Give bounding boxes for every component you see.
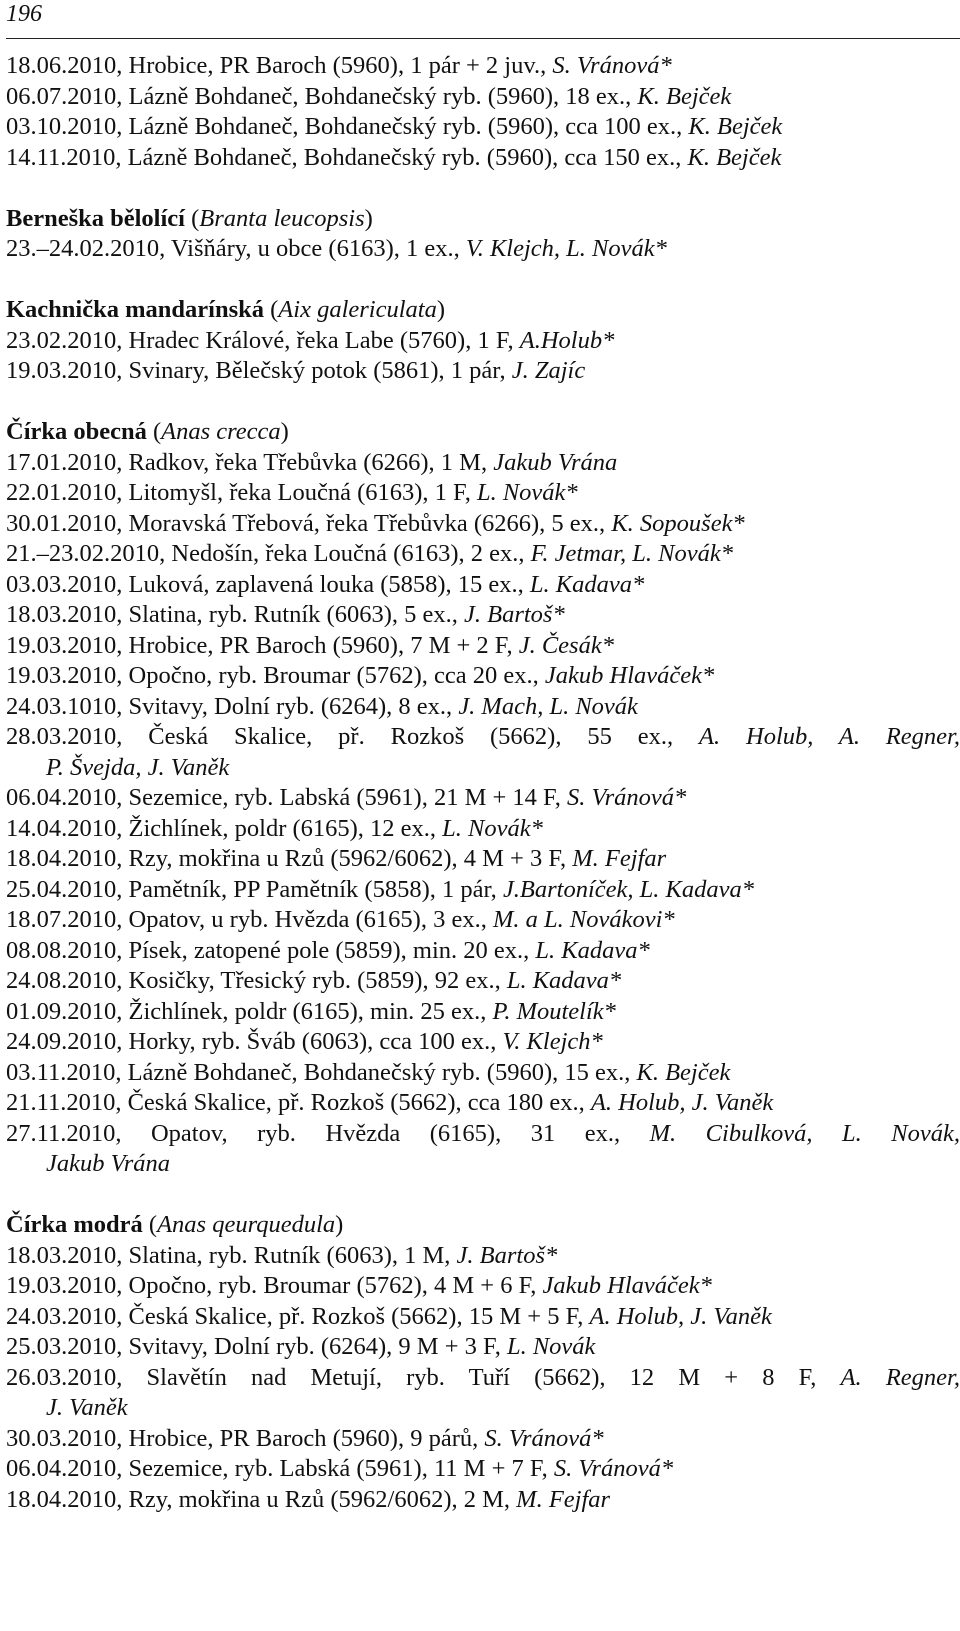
observer-name: A. Holub, J. Vaněk: [590, 1089, 774, 1116]
observation-record: [6, 997, 960, 1028]
record-details: 28.03.2010, Česká Skalice, př. Rozkoš (5662), 55 ex.,: [6, 723, 700, 750]
record-details: 19.03.2010, Svinary, Bělečský potok (5861), 1 pár,: [6, 357, 512, 384]
species-heading: Kachnička mandarínská (Aix galericulata): [6, 296, 446, 323]
record-details: 23.–24.02.2010, Višňáry, u obce (6163), 1 ex.,: [6, 235, 466, 262]
observer-name: A. Regner,: [840, 1363, 960, 1391]
observer-name: Jakub Hlaváček*: [542, 1272, 712, 1299]
species-common-name: Čírka obecná: [6, 418, 147, 445]
record-details: 18.07.2010, Opatov, u ryb. Hvězda (6165), 3 ex.,: [6, 906, 493, 933]
observation-record: [6, 448, 960, 479]
record-details: 27.11.2010, Opatov, ryb. Hvězda (6165), 31 ex.,: [6, 1119, 650, 1147]
record-details: 06.04.2010, Sezemice, ryb. Labská (5961), 11 M + 7 F,: [6, 1455, 554, 1482]
observation-record: [6, 753, 960, 784]
species-latin-name: Anas crecca: [161, 418, 281, 445]
observer-name: S. Vránová*: [484, 1424, 604, 1452]
record-details: 14.04.2010, Žichlínek, poldr (6165), 12 ex.,: [6, 814, 443, 842]
observer-name: Jakub Vrána: [46, 1150, 171, 1177]
observation-record: [6, 783, 960, 814]
species-heading: Berneška bělolící (Branta leucopsis): [6, 204, 373, 232]
record-details: 21.–23.02.2010, Nedošín, řeka Loučná (6163), 2 ex.,: [6, 540, 531, 567]
observation-record: [6, 112, 960, 143]
observation-record: [6, 1332, 960, 1363]
species-common-name: Čírka modrá: [6, 1211, 143, 1238]
observation-record: [6, 1485, 960, 1516]
observation-record: [6, 539, 960, 570]
header-rule: [6, 38, 960, 39]
record-details: 25.04.2010, Pamětník, PP Pamětník (5858), 1 pár,: [6, 875, 503, 903]
record-details: 18.03.2010, Slatina, ryb. Rutník (6063), 1 M,: [6, 1241, 457, 1269]
observer-name: J. Vaněk: [46, 1394, 128, 1421]
record-details: 14.11.2010, Lázně Bohdaneč, Bohdanečský ryb. (5960), cca 150 ex.,: [6, 143, 688, 171]
observation-record: [6, 875, 960, 906]
observation-record: [6, 692, 960, 723]
observer-name: S. Vránová*: [553, 1455, 674, 1482]
observation-record: [6, 661, 960, 692]
observer-name: J.Bartoníček, L. Kadava*: [502, 875, 755, 903]
observation-record: [6, 82, 960, 113]
record-details: 24.03.2010, Česká Skalice, př. Rozkoš (5662), 15 M + 5 F,: [6, 1302, 590, 1330]
record-details: 24.09.2010, Horky, ryb. Šváb (6063), cca 100 ex.,: [6, 1028, 503, 1055]
record-details: 22.01.2010, Litomyšl, řeka Loučná (6163), 1 F,: [6, 479, 477, 506]
observation-record: [6, 1302, 960, 1333]
observation-record: [6, 814, 960, 845]
observer-name: L. Kadava*: [506, 967, 622, 994]
observation-record: [6, 936, 960, 967]
observation-record: [6, 1363, 960, 1394]
record-details: 19.03.2010, Opočno, ryb. Broumar (5762), cca 20 ex.,: [6, 662, 545, 689]
record-details: 30.03.2010, Hrobice, PR Baroch (5960), 9 párů,: [6, 1424, 485, 1452]
record-details: 03.03.2010, Luková, zaplavená louka (5858), 15 ex.,: [6, 570, 530, 598]
observer-name: A.Holub*: [519, 326, 615, 354]
observation-record: [6, 1088, 960, 1119]
record-details: 06.07.2010, Lázně Bohdaneč, Bohdanečský ryb. (5960), 18 ex.,: [6, 82, 638, 110]
observation-record: [6, 326, 960, 357]
observer-name: L. Novák*: [476, 479, 578, 506]
observation-record: [6, 905, 960, 936]
page-number: 196: [6, 1, 42, 27]
record-details: 03.10.2010, Lázně Bohdaneč, Bohdanečský ryb. (5960), cca 100 ex.,: [6, 113, 689, 140]
record-details: 19.03.2010, Hrobice, PR Baroch (5960), 7 M + 2 F,: [6, 631, 519, 659]
observer-name: J. Bartoš*: [456, 1241, 558, 1269]
observation-record: [6, 631, 960, 662]
observation-record: [6, 509, 960, 540]
observer-name: L. Novák: [506, 1333, 596, 1360]
observation-record: [6, 1271, 960, 1302]
species-latin-name: Aix galericulata: [278, 296, 437, 323]
species-section: [6, 1210, 960, 1515]
observation-record: [6, 234, 960, 265]
record-details: 06.04.2010, Sezemice, ryb. Labská (5961), 21 M + 14 F,: [6, 784, 567, 811]
observer-name: J. Česák*: [518, 631, 614, 659]
record-details: 17.01.2010, Radkov, řeka Třebůvka (6266), 1 M,: [6, 448, 494, 476]
record-details: 03.11.2010, Lázně Bohdaneč, Bohdanečský ryb. (5960), 15 ex.,: [6, 1058, 637, 1086]
observer-name: L. Kadava*: [529, 570, 645, 598]
observer-name: P. Moutelík*: [492, 997, 616, 1025]
species-heading: Čírka modrá (Anas qeurquedula): [6, 1211, 344, 1238]
observer-name: V. Klejch*: [502, 1028, 603, 1055]
observation-record: [6, 844, 960, 875]
observation-record: [6, 1027, 960, 1058]
observer-name: M. Cibulková, L. Novák,: [649, 1119, 960, 1147]
observation-record: [6, 478, 960, 509]
observer-name: P. Švejda, J. Vaněk: [46, 753, 230, 781]
record-details: 26.03.2010, Slavětín nad Metují, ryb. Tuří (5662), 12 M + 8 F,: [6, 1363, 841, 1391]
record-details: 18.04.2010, Rzy, mokřina u Rzů (5962/6062), 4 M + 3 F,: [6, 845, 573, 872]
species-common-name: Kachnička mandarínská: [6, 296, 264, 323]
observation-record: [6, 1393, 960, 1424]
record-details: 01.09.2010, Žichlínek, poldr (6165), min. 25 ex.,: [6, 997, 493, 1025]
observation-record: [6, 51, 960, 82]
record-details: 24.03.1010, Svitavy, Dolní ryb. (6264), 8 ex.,: [6, 692, 459, 720]
observation-record: [6, 1119, 960, 1150]
observation-record: [6, 1454, 960, 1485]
record-details: 18.06.2010, Hrobice, PR Baroch (5960), 1 pár + 2 juv.,: [6, 52, 553, 79]
species-section: [6, 295, 960, 387]
observer-name: S. Vránová*: [552, 52, 672, 79]
observer-name: M. Fejfar: [516, 1485, 611, 1513]
observation-record: [6, 1149, 960, 1180]
observation-record: [6, 966, 960, 997]
observer-name: J. Bartoš*: [463, 601, 565, 628]
record-details: 21.11.2010, Česká Skalice, př. Rozkoš (5662), cca 180 ex.,: [6, 1089, 591, 1116]
observer-name: M. Fejfar: [572, 845, 667, 872]
record-details: 19.03.2010, Opočno, ryb. Broumar (5762), 4 M + 6 F,: [6, 1272, 543, 1299]
observation-record: [6, 1424, 960, 1455]
observer-name: K. Bejček: [636, 1058, 731, 1086]
observer-name: K. Sopoušek*: [611, 509, 745, 537]
observation-record: [6, 1058, 960, 1089]
species-latin-name: Anas qeurquedula: [157, 1211, 336, 1238]
observer-name: F. Jetmar, L. Novák*: [530, 540, 733, 567]
record-details: 08.08.2010, Písek, zatopené pole (5859), min. 20 ex.,: [6, 936, 536, 964]
observer-name: J. Mach, L. Novák: [458, 692, 638, 720]
observation-record: [6, 143, 960, 174]
species-section: [6, 51, 960, 173]
observer-name: K. Bejček: [687, 143, 782, 171]
observer-name: Jakub Vrána: [493, 448, 618, 476]
observer-name: M. a L. Novákovi*: [492, 906, 675, 933]
observer-name: A. Holub, J. Vaněk: [589, 1302, 772, 1330]
observation-record: [6, 570, 960, 601]
record-details: 30.01.2010, Moravská Třebová, řeka Třebůvka (6266), 5 ex.,: [6, 509, 612, 537]
observation-record: [6, 356, 960, 387]
record-details: 23.02.2010, Hradec Králové, řeka Labe (5760), 1 F,: [6, 326, 520, 354]
species-section: [6, 417, 960, 1180]
observer-name: V. Klejch, L. Novák*: [465, 235, 667, 262]
species-section: [6, 204, 960, 265]
observation-record: [6, 722, 960, 753]
document-body: [6, 51, 960, 1515]
observer-name: J. Zajíc: [511, 357, 586, 384]
observer-name: L. Novák*: [442, 814, 543, 842]
species-heading: Čírka obecná (Anas crecca): [6, 418, 289, 445]
record-details: 24.08.2010, Kosičky, Třesický ryb. (5859), 92 ex.,: [6, 967, 507, 994]
species-common-name: Berneška bělolící: [6, 204, 185, 232]
observer-name: K. Bejček: [637, 82, 732, 110]
observer-name: K. Bejček: [688, 113, 783, 140]
observer-name: Jakub Hlaváček*: [544, 662, 715, 689]
observation-record: [6, 1241, 960, 1272]
species-latin-name: Branta leucopsis: [199, 204, 365, 232]
observer-name: L. Kadava*: [535, 936, 650, 964]
observer-name: A. Holub, A. Regner,: [699, 723, 960, 750]
record-details: 25.03.2010, Svitavy, Dolní ryb. (6264), 9 M + 3 F,: [6, 1333, 507, 1360]
record-details: 18.03.2010, Slatina, ryb. Rutník (6063), 5 ex.,: [6, 601, 464, 628]
record-details: 18.04.2010, Rzy, mokřina u Rzů (5962/6062), 2 M,: [6, 1485, 517, 1513]
observation-record: [6, 600, 960, 631]
observer-name: S. Vránová*: [566, 784, 687, 811]
